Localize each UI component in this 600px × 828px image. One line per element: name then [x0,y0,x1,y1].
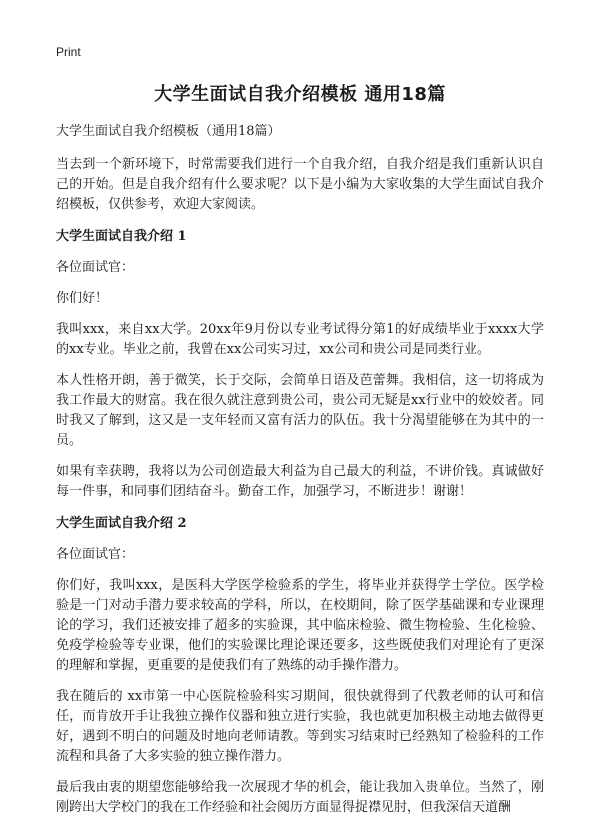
document-title: 大学生面试自我介绍模板 通用18篇 [154,84,446,105]
section-heading-1: 大学生面试自我介绍 1 [56,229,187,244]
print-link[interactable]: Print [56,45,81,59]
intro-paragraph: 当去到一个新环境下，时常需要我们进行一个自我介绍，自我介绍是我们重新认识自己的开始。但是自我介绍有什么要求呢？以下是小编为大家收集的大学生面试自我介绍模板，仅供参考，欢迎大家阅读。 [56,157,544,212]
paragraph: 各位面试官： [56,547,135,562]
section-heading-2: 大学生面试自我介绍 2 [56,516,187,531]
paragraph: 我叫xxx，来自xx大学。20xx年9月份以专业考试得分第1的好成绩毕业于xxxx大学的xx专业。毕业之前，我曾在xx公司实习过，xx公司和贵公司是同类行业。 [56,322,544,357]
paragraph: 如果有幸获聘，我将以为公司创造最大利益为自己最大的利益，不讲价钱。真诚做好每一件事，和同事们团结奋斗。勤奋工作，加强学习，不断进步！谢谢！ [56,464,544,499]
paragraph: 本人性格开朗，善于微笑，长于交际，会简单日语及芭蕾舞。我相信，这一切将成为我工作最大的财富。我在很久就注意到贵公司，贵公司无疑是xx行业中的姣姣者。同时我又了解到，这又是一支年轻而又富有活力的队伍。我十分渴望能够在为其中的一员。 [56,373,544,448]
document-subtitle: 大学生面试自我介绍模板（通用18篇） [56,124,281,139]
paragraph: 最后我由衷的期望您能够给我一次展现才华的机会，能让我加入贵单位。当然了，刚刚跨出大学校门的我在工作经验和社会阅历方面显得捉襟见肘，但我深信天道酬 [56,780,544,815]
paragraph: 各位面试官： [56,260,135,275]
paragraph: 你们好，我叫xxx，是医科大学医学检验系的学生，将毕业并获得学士学位。医学检验是一门对动手潜力要求较高的学科，所以，在校期间，除了医学基础课和专业课理论的学习，我们还被安排了超多的实验课，其中临床检验、微生物检验、生化检验、免疫学检验等专业课，他们的实验课比理论课还要多，这些既使我们对理论有了更深的理解和掌握，更重要的是使我们有了熟练的动手操作潜力。 [56,578,544,673]
paragraph: 你们好！ [56,291,109,306]
paragraph: 我在随后的 xx市第一中心医院检验科实习期间，很快就得到了代教老师的认可和信任，而肯放开手让我独立操作仪器和独立进行实验，我也就更加积极主动地去做得更好，遇到不明白的问题及时地向老师请教。等到实习结束时已经熟知了检验科的工作流程和具备了大多实验的独立操作潜力。 [56,689,544,764]
